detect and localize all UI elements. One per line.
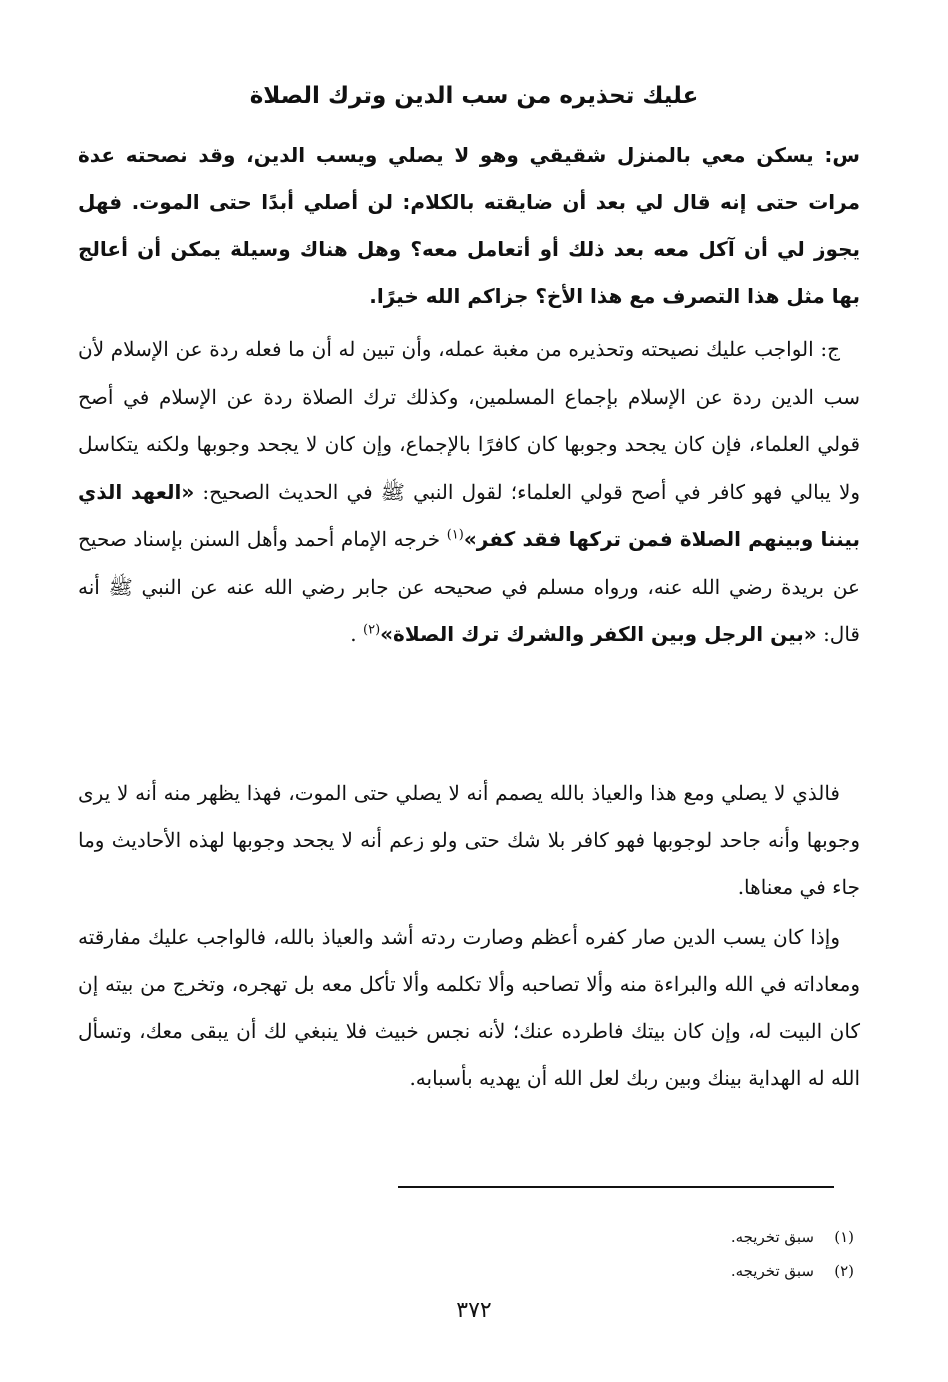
answer-paragraph xyxy=(78,326,860,659)
answer-text-1: ج: الواجب عليك نصيحته وتحذيره من مغبة عمله، وأن تبين له أن ما فعله ردة عن الإسلام لأن سب الدين ردة عن الإسلام بإجماع المسلمين، وكذلك ترك الصلاة ردة عن الإسلام في أصح قولي العلماء، فإن كان يجحد وجوبها كان كافرًا بالإجماع، وإن كان لا يجحد وجوبها ولكنه يتكاسل ولا يبالي فهو كافر في أصح قولي العلماء؛ لقول النبي ﷺ في الحديث الصحيح: xyxy=(78,337,861,504)
footnote-divider xyxy=(398,1186,834,1188)
footnotes-list xyxy=(731,1220,854,1288)
footnote-number: (١) xyxy=(834,1228,854,1246)
footnote-text: سبق تخريجه. xyxy=(730,1262,814,1280)
answer-end: . xyxy=(350,622,357,646)
footnote-text: سبق تخريجه. xyxy=(730,1228,814,1246)
body-paragraph-2-text: فالذي لا يصلي ومع هذا والعياذ بالله يصمم أنه لا يصلي حتى الموت، فهذا يظهر منه أنه لا يرى وجوبها وأنه جاحد لوجوبها فهو كافر بلا شك حتى ولو زعم أنه لا يجحد وجوبها لهذه الأحاديث وما جاء في معناها. xyxy=(78,781,860,899)
answer-text-2: خرجه الإمام أحمد وأهل السنن بإسناد صحيح عن بريدة رضي الله عنه، ورواه مسلم في صحيحه عن جابر رضي الله عنه عن النبي ﷺ أنه قال: xyxy=(78,527,860,646)
question-paragraph: س: يسكن معي بالمنزل شقيقي وهو لا يصلي ويسب الدين، وقد نصحته عدة مرات حتى إنه قال لي بعد أن ضايقته بالكلام: لن أصلي أبدًا حتى الموت. فهل يجوز لي أن آكل معه بعد ذلك أو أتعامل معه؟ وهل هناك وسيلة يمكن أن أعالج بها مثل هذا التصرف مع هذا الأخ؟ جزاكم الله خيرًا. xyxy=(78,143,860,308)
footnote-ref-2: (٢) xyxy=(363,622,381,638)
page-number: ٣٧٢ xyxy=(456,1298,492,1323)
hadith-quote-1: «العهد الذي بيننا وبينهم الصلاة فمن تركها فقد كفر» xyxy=(78,479,860,551)
body-paragraph-3-text: وإذا كان يسب الدين صار كفره أعظم وصارت ردته أشد والعياذ بالله، فالواجب عليك مفارقته ومعاداته في الله والبراءة منه وألا تصاحبه وألا تكلمه وألا تأكل معه بل تهجره، وتخرج من بيته إن كان البيت له، وإن كان بيتك فاطرده عنك؛ لأنه نجس خبيث فلا ينبغي لك أن يبقى معك، وتسأل الله له الهداية بينك وبين ربك لعل الله أن يهديه بأسبابه. xyxy=(78,925,860,1090)
footnote-number: (٢) xyxy=(834,1262,854,1280)
footnote-item xyxy=(731,1220,854,1254)
body-paragraph-2 xyxy=(78,770,860,911)
body-paragraph-3 xyxy=(78,914,860,1102)
page-title: عليك تحذيره من سب الدين وترك الصلاة xyxy=(249,83,699,109)
footnote-item xyxy=(731,1254,854,1288)
hadith-quote-2: «بين الرجل وبين الكفر والشرك ترك الصلاة» xyxy=(380,622,817,646)
footnote-ref-1: (١) xyxy=(446,527,464,543)
